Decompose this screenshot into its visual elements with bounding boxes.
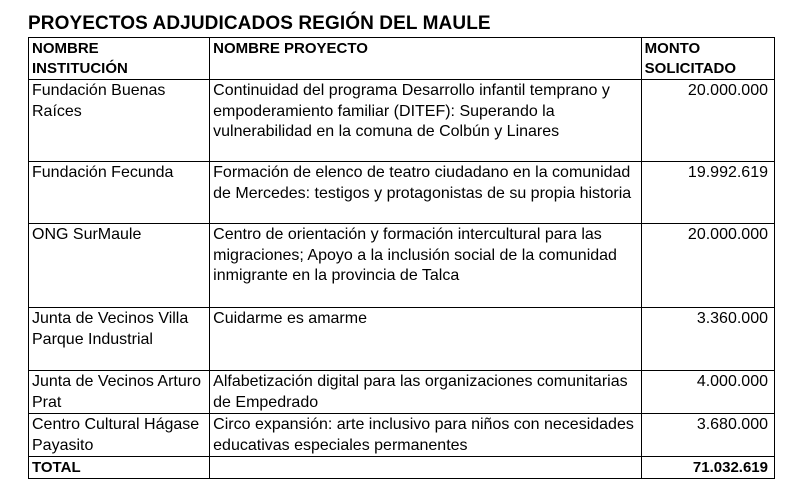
cell-proyecto: Continuidad del programa Desarrollo infantil temprano y empoderamiento familiar (DITEF): Superando la vulnerabilidad en la comuna de Colbún y Linares bbox=[210, 80, 642, 162]
header-institucion-line2: INSTITUCIÓN bbox=[32, 60, 128, 77]
table-row bbox=[29, 224, 775, 308]
cell-monto: 20.000.000 bbox=[641, 224, 774, 308]
header-proyecto: NOMBRE PROYECTO bbox=[210, 38, 642, 80]
table-row bbox=[29, 414, 775, 457]
total-label: TOTAL bbox=[29, 457, 210, 479]
cell-proyecto: Cuidarme es amarme bbox=[210, 308, 642, 371]
cell-proyecto: Alfabetización digital para las organizaciones comunitarias de Empedrado bbox=[210, 371, 642, 414]
header-institucion-line1: NOMBRE bbox=[32, 40, 99, 57]
projects-table bbox=[28, 37, 775, 479]
cell-proyecto: Formación de elenco de teatro ciudadano en la comunidad de Mercedes: testigos y protagonistas de su propia historia bbox=[210, 162, 642, 224]
cell-institucion: Fundación Buenas Raíces bbox=[29, 80, 210, 162]
cell-institucion: Centro Cultural Hágase Payasito bbox=[29, 414, 210, 457]
total-empty-cell bbox=[210, 457, 642, 479]
header-monto bbox=[641, 38, 774, 80]
cell-institucion: Fundación Fecunda bbox=[29, 162, 210, 224]
total-monto: 71.032.619 bbox=[641, 457, 774, 479]
cell-proyecto: Circo expansión: arte inclusivo para niños con necesidades educativas especiales permanentes bbox=[210, 414, 642, 457]
cell-monto: 3.680.000 bbox=[641, 414, 774, 457]
table-row bbox=[29, 80, 775, 162]
cell-monto: 3.360.000 bbox=[641, 308, 774, 371]
cell-monto: 19.992.619 bbox=[641, 162, 774, 224]
header-monto-line2: SOLICITADO bbox=[644, 60, 737, 77]
cell-monto: 4.000.000 bbox=[641, 371, 774, 414]
table-row bbox=[29, 308, 775, 371]
cell-institucion: Junta de Vecinos Villa Parque Industrial bbox=[29, 308, 210, 371]
cell-institucion: ONG SurMaule bbox=[29, 224, 210, 308]
table-total-row bbox=[29, 457, 775, 479]
table-header-row bbox=[29, 38, 775, 80]
cell-monto: 20.000.000 bbox=[641, 80, 774, 162]
header-institucion bbox=[29, 38, 210, 80]
header-monto-line1: MONTO bbox=[644, 40, 701, 57]
table-row bbox=[29, 371, 775, 414]
cell-proyecto: Centro de orientación y formación intercultural para las migraciones; Apoyo a la inclusión social de la comunidad inmigrante en la provincia de Talca bbox=[210, 224, 642, 308]
document-title: PROYECTOS ADJUDICADOS REGIÓN DEL MAULE bbox=[28, 13, 491, 34]
cell-institucion: Junta de Vecinos Arturo Prat bbox=[29, 371, 210, 414]
table-row bbox=[29, 162, 775, 224]
